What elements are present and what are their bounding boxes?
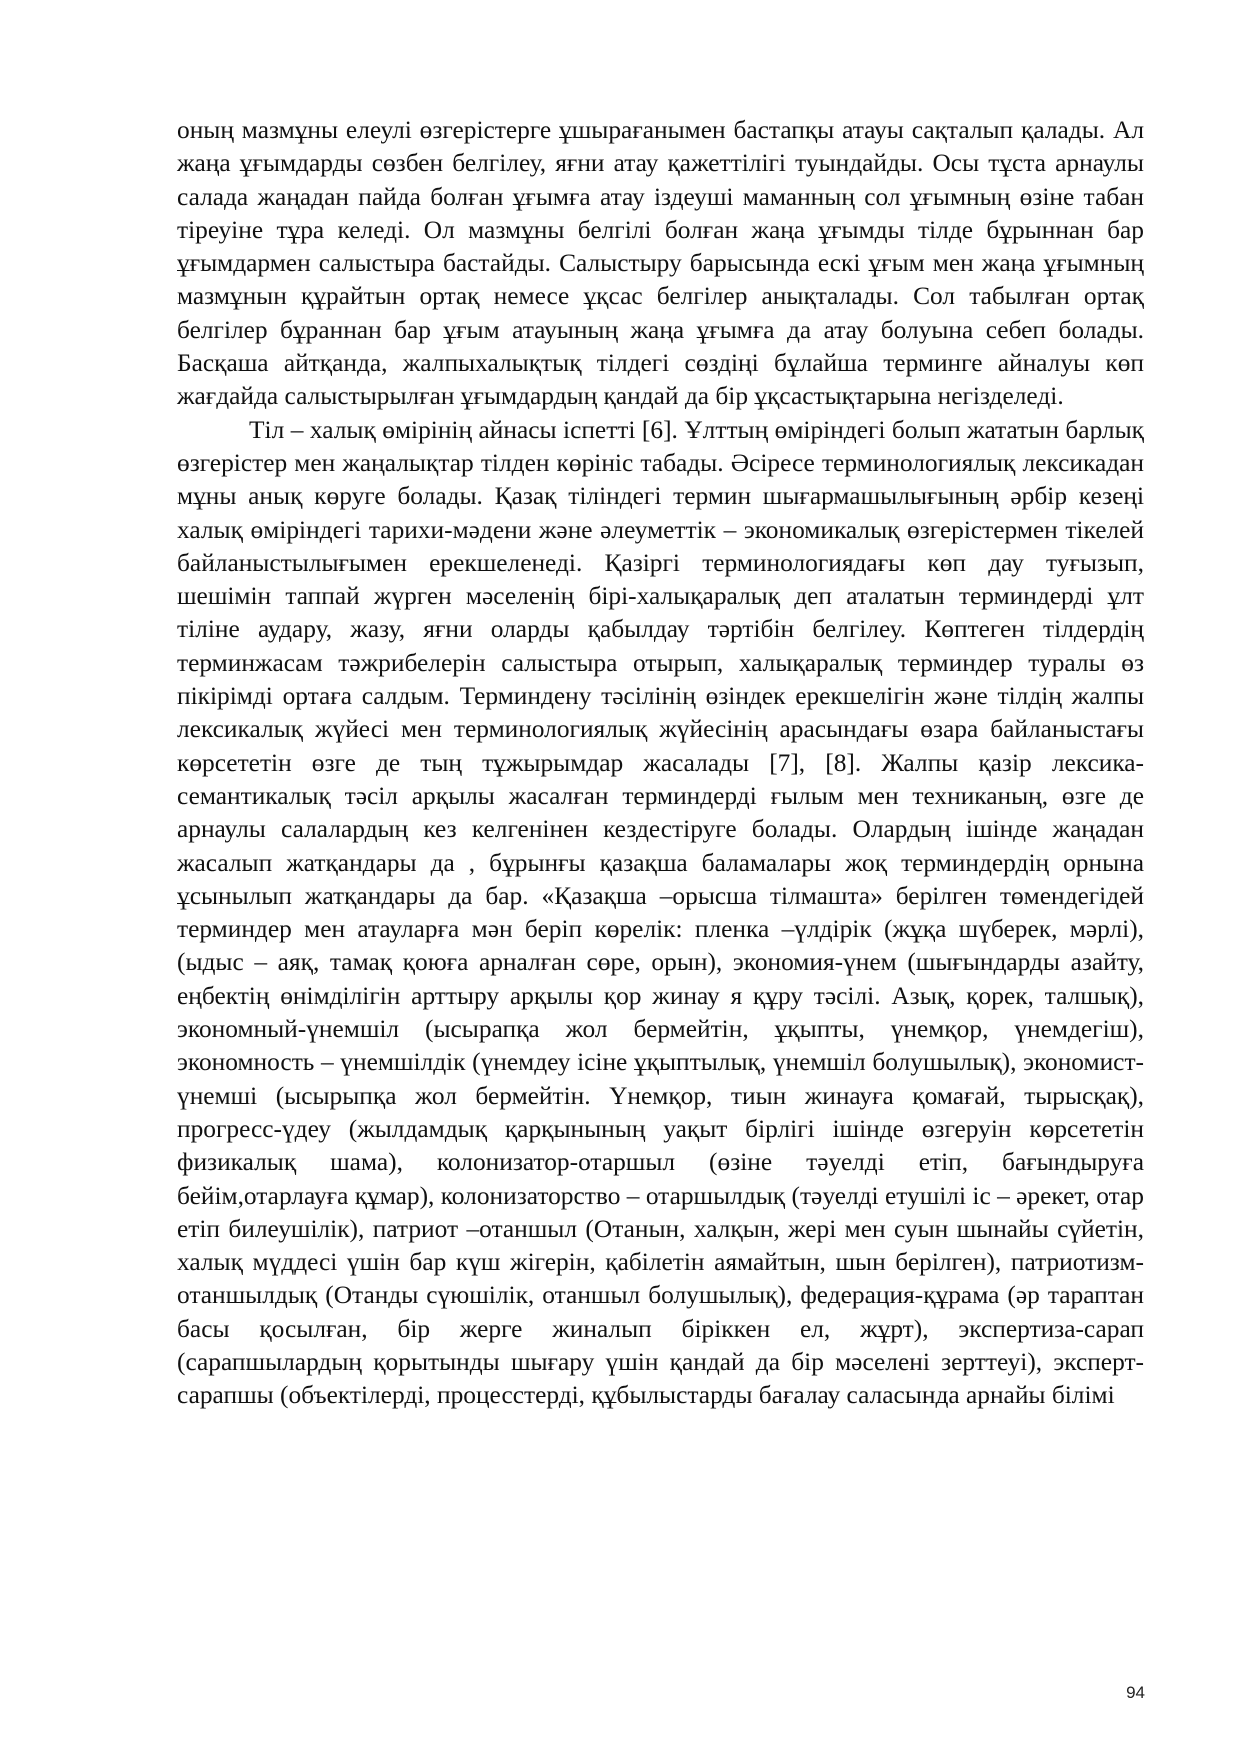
paragraph-continuation: оның мазмұны елеулі өзгерістерге ұшырағанымен бастапқы атауы сақталып қалады. Ал жаңа ұғымдарды сөзбен белгілеу, яғни атау қажеттілігі туындайды. Осы тұста арнаулы салада жаңадан пайда болған ұғымға атау іздеуші маманның сол ұғымның өзіне табан тіреуіне тұра келеді. Ол мазмұны белгілі болған жаңа ұғымды тілде бұрыннан бар ұғымдармен салыстыра бастайды. Салыстыру барысында ескі ұғым мен жаңа ұғымның мазмұнын құрайтын ортақ немесе ұқсас белгілер анықталады. Сол табылған ортақ белгілер бұраннан бар ұғым атауының жаңа ұғымға да атау болуына себеп болады. Басқаша айтқанда, жалпыхалықтық тілдегі сөздіңі бұлайша терминге айналуы көп жағдайда салыстырылған ұғымдардың қандай да бір ұқсастықтарына негізделеді. — [177, 116, 1144, 411]
body-text — [177, 114, 1144, 1413]
paragraph-language-mirror: Тіл – халық өмірінің айнасы іспетті [6]. Ұлттың өміріндегі болып жататын барлық өзгерістер мен жаңалықтар тілден көрініс табады. Әсіресе терминологиялық лексикадан мұны анық көруге болады. Қазақ тіліндегі термин шығармашылығының әрбір кезеңі халық өміріндегі тарихи-мәдени және әлеуметтік – экономикалық өзгерістермен тікелей байланыстылығымен ерекшеленеді. Қазіргі терминологиядағы көп дау туғызып, шешімін таппай жүрген мәселенің бірі-халықаралық деп аталатын терминдерді ұлт тіліне аудару, жазу, яғни оларды қабылдау тәртібін белгілеу. Көптеген тілдердің терминжасам тәжрибелерін салыстыра отырып, халықаралық терминдер туралы өз пікірімді ортаға салдым. Терминдену тәсілінің өзіндек ерекшелігін және тілдің жалпы лексикалық жүйесі мен терминологиялық жүйесінің арасындағы өзара байланыстағы көрсететін өзге де тың тұжырымдар жасалады [7], [8]. Жалпы қазір лексика-семантикалық тәсіл арқылы жасалған терминдерді ғылым мен техниканың, өзге де арнаулы салалардың кез келгенінен кездестіруге болады. Олардың ішінде жаңадан жасалып жатқандары да , бұрынғы қазақша баламалары жоқ терминдердің орнына ұсынылып жатқандары да бар. «Қазақша –орысша тілмашта» берілген төмендегідей терминдер мен атауларға мән беріп көрелік: пленка –үлдірік (жұқа шүберек, мәрлі), (ыдыс – аяқ, тамақ қоюға арналған сөре, орын), экономия-үнем (шығындарды азайту, еңбектің өнімділігін арттыру арқылы қор жинау я құру тәсілі. Азық, қорек, талшық), экономный-үнемшіл (ысырапқа жол бермейтін, ұқыпты, үнемқор, үнемдегіш), экономность – үнемшілдік (үнемдеу ісіне ұқыптылық, үнемшіл болушылық), экономист-үнемші (ысырыпқа жол бермейтін. Үнемқор, тиын жинауға қомағай, тырысқақ), прогресс-үдеу (жылдамдық қарқынының уақыт бірлігі ішінде өзгеруін көрсететін физикалық шама), колонизатор-отаршыл (өзіне тәуелді етіп, бағындыруға бейім,отарлауға құмар), колонизаторство – отаршылдық (тәуелді етушілі іс – әрекет, отар етіп билеушілік), патриот –отаншыл (Отанын, халқын, жері мен суын шынайы сүйетін, халық мүддесі үшін бар күш жігерін, қабілетін аямайтын, шын берілген), патриотизм- отаншылдық (Отанды сүюшілік, отаншыл болушылық), федерация-құрама (әр тараптан басы қосылған, бір жерге жиналып біріккен ел, жұрт), экспертиза-сарап (сарапшылардың қорытынды шығару үшін қандай да бір мәселені зерттеуі), эксперт-сарапшы (объектілерді, процесстерді, құбылыстарды бағалау саласында арнайы білімі — [177, 415, 1144, 1410]
page-number: 94 — [1126, 1683, 1145, 1702]
